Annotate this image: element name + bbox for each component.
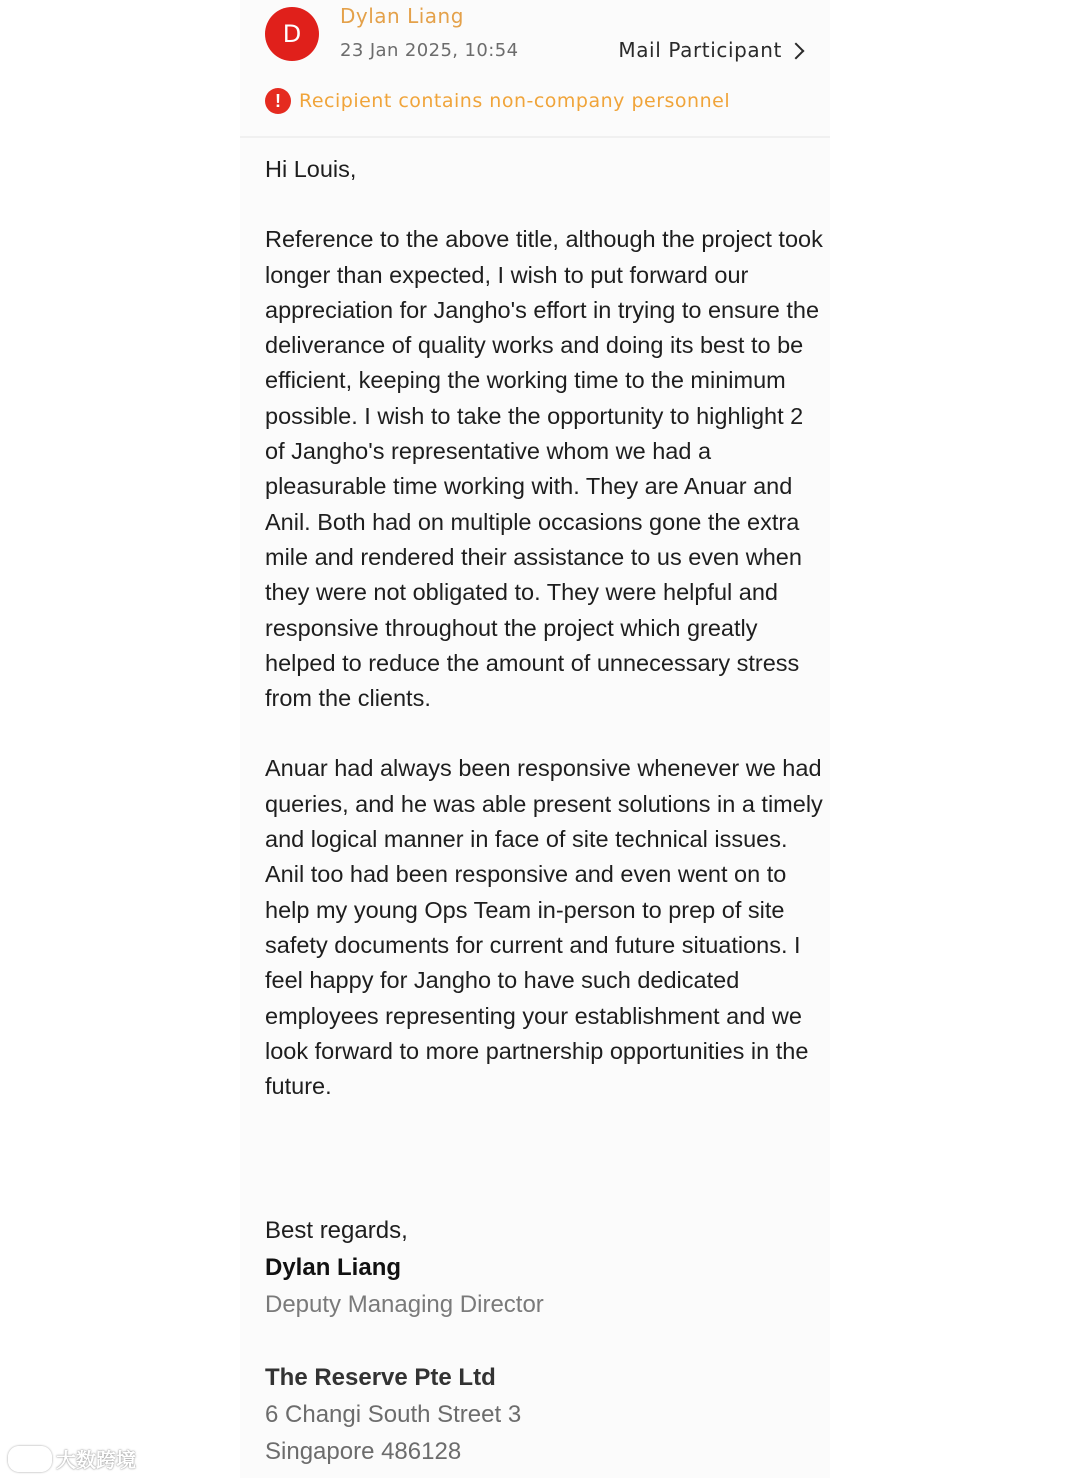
signature-address-line-1: 6 Changi South Street 3: [265, 1401, 522, 1428]
greeting: Hi Louis,: [265, 156, 357, 182]
exclamation-icon: !: [265, 88, 291, 114]
signature-company: The Reserve Pte Ltd: [265, 1364, 496, 1391]
watermark: [8, 1444, 136, 1473]
external-recipient-warning: [265, 88, 825, 114]
signature-title: Deputy Managing Director: [265, 1291, 544, 1318]
warning-text: Recipient contains non-company personnel: [299, 90, 731, 112]
chevron-right-icon: [788, 42, 805, 59]
body-paragraph-2: Anuar had always been responsive whenever we had queries, and he was able present solutions in a timely and logical manner in face of site technical issues. Anil too had been responsive and even went on to help my young Ops Team in-person to prep of site safety documents for current and future situations. I feel happy for Jangho to have such dedicated employees representing your establishment and we look forward to more partnership opportunities in the future.: [265, 755, 823, 1100]
signature-address-line-2: Singapore 486128: [265, 1438, 462, 1465]
email-body: [265, 152, 825, 1104]
sent-date: 23 Jan 2025, 10:54: [340, 40, 519, 61]
email-signature: [265, 1212, 825, 1470]
signature-closing: Best regards,: [265, 1217, 408, 1244]
header-divider: [240, 136, 830, 138]
sender-name[interactable]: Dylan Liang: [340, 4, 464, 28]
mail-participant-link[interactable]: [618, 38, 802, 62]
watermark-text: 大数跨境: [56, 1448, 136, 1472]
mail-participant-label: Mail Participant: [618, 38, 782, 62]
signature-name: Dylan Liang: [265, 1254, 402, 1281]
email-header: [240, 0, 830, 80]
watermark-logo-icon: [8, 1446, 52, 1472]
body-paragraph-1: Reference to the above title, although the project took longer than expected, I wish to put forward our appreciation for Jangho's effort in trying to ensure the deliverance of quality works and doing its best to be efficient, keeping the working time to the minimum possible. I wish to take the opportunity to highlight 2 of Jangho's representative whom we had a pleasurable time working with. They are Anuar and Anil. Both had on multiple occasions gone the extra mile and rendered their assistance to us even when they were not obligated to. They were helpful and responsive throughout the project which greatly helped to reduce the amount of unnecessary stress from the clients.: [265, 226, 823, 712]
sender-avatar[interactable]: D: [265, 7, 319, 61]
